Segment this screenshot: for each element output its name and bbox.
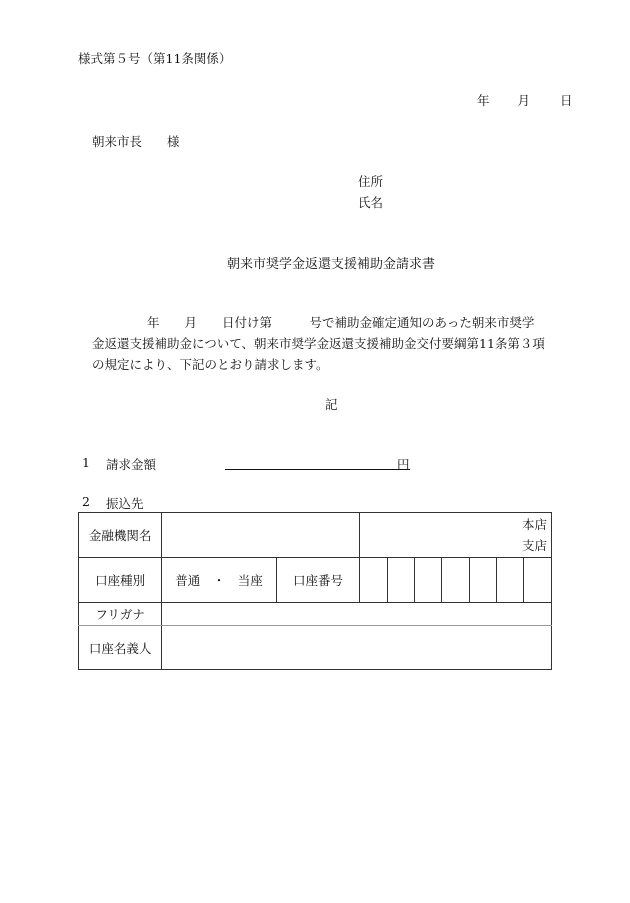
- item1-label: 請求金額: [106, 457, 157, 472]
- item2-label: 振込先: [106, 496, 144, 511]
- account-digit-3[interactable]: [414, 558, 441, 603]
- date-year: 年: [477, 93, 490, 108]
- ki-heading: 記: [325, 397, 338, 412]
- amount-unit: 円: [397, 457, 410, 472]
- form-id: 様式第５号（第11条関係）: [78, 51, 232, 66]
- paragraph-line-3: の規定により、下記のとおり請求します。: [92, 357, 329, 372]
- bank-account-table: [78, 512, 552, 670]
- account-holder-label: 口座名義人: [79, 626, 162, 670]
- name-label: 氏名: [358, 195, 384, 210]
- paragraph-line-1: 年 月 日付け第 号で補助金確定通知のあった朝来市奨学: [147, 315, 535, 330]
- account-type-options[interactable]: 普通 ・ 当座: [162, 558, 277, 603]
- item1-number: 1: [82, 455, 90, 470]
- account-digit-5[interactable]: [469, 558, 496, 603]
- paragraph-line-2: 金返還支援補助金について、朝来市奨学金返還支援補助金交付要綱第11条第３項: [92, 336, 545, 351]
- account-digit-2[interactable]: [387, 558, 414, 603]
- item2-number: 2: [82, 494, 90, 509]
- account-digit-4[interactable]: [442, 558, 469, 603]
- date-line: [477, 91, 573, 109]
- address-label: 住所: [358, 174, 384, 189]
- account-type-label: 口座種別: [79, 558, 162, 603]
- date-day: 日: [560, 93, 573, 108]
- account-digit-1[interactable]: [360, 558, 387, 603]
- account-number-label: 口座番号: [276, 558, 359, 603]
- account-digit-6[interactable]: [497, 558, 524, 603]
- furigana-field[interactable]: [162, 603, 552, 626]
- account-holder-field[interactable]: [162, 626, 552, 670]
- bank-name-field[interactable]: [162, 513, 360, 558]
- request-paragraph: [92, 312, 562, 375]
- date-month: 月: [517, 93, 531, 108]
- furigana-label: フリガナ: [79, 603, 162, 626]
- account-digit-7[interactable]: [524, 558, 552, 603]
- addressee: 朝来市長 様: [92, 134, 180, 149]
- document-title: 朝来市奨学金返還支援補助金請求書: [227, 257, 436, 272]
- amount-field-underline[interactable]: [225, 469, 410, 470]
- bank-name-label: 金融機関名: [79, 513, 162, 558]
- branch-type-cell: [360, 513, 552, 558]
- branch-main-label: 本店: [521, 517, 547, 532]
- branch-sub-label: 支店: [521, 538, 547, 553]
